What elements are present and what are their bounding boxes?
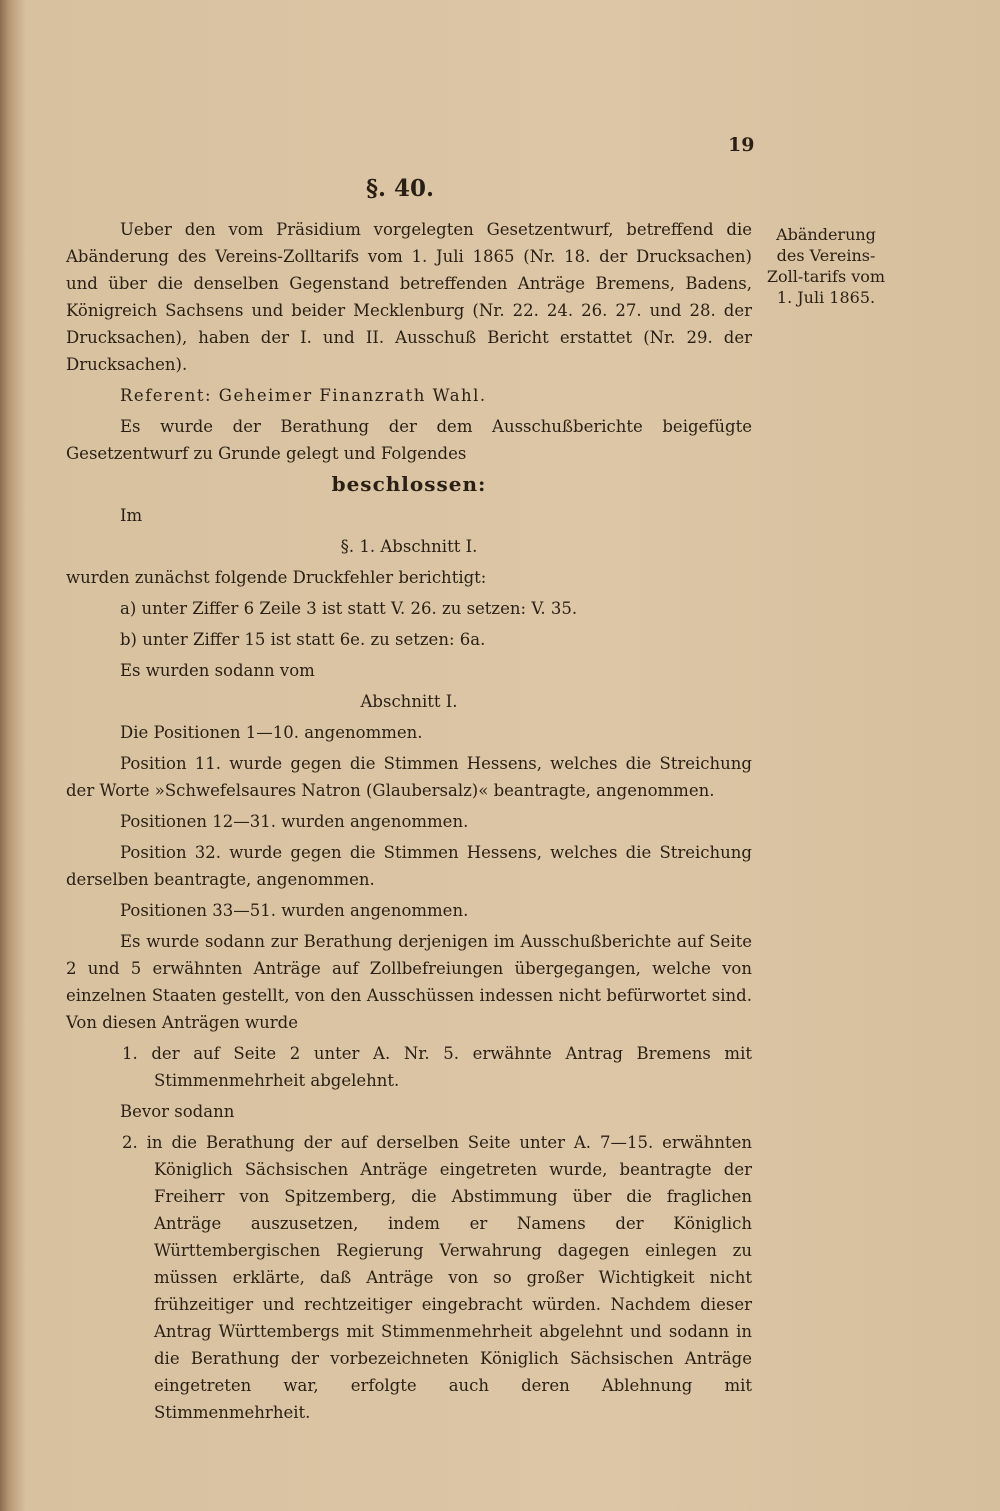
paragraph: Es wurden sodann vom [120, 661, 315, 680]
list-item: a) unter Ziffer 6 Zeile 3 ist statt V. 26. zu setzen: V. 35. [120, 599, 578, 618]
paragraph: wurden zunächst folgende Druckfehler berichtigt: [66, 568, 487, 587]
subheading: Abschnitt I. [360, 692, 458, 711]
paragraph: Positionen 12—31. wurden angenommen. [120, 812, 469, 831]
referent-line: Referent: Geheimer Finanzrath Wahl. [120, 386, 487, 405]
page-number: 19 [728, 134, 755, 156]
body-text [66, 216, 752, 1430]
subheading: §. 1. Abschnitt I. [340, 537, 478, 556]
paragraph: Ueber den vom Präsidium vorgelegten Gesetzentwurf, betreffend die Abänderung des Vereins-Zolltarifs vom 1. Juli 1865 (Nr. 18. der Drucksachen) und über die denselben Gegenstand betreffenden Anträge Bremens, Badens, Königreich Sachsens und beider Mecklenburg (Nr. 22. 24. 26. 27. und 28. der Drucksachen), haben der I. und II. Ausschuß Bericht erstattet (Nr. 29. der Drucksachen). [66, 220, 752, 374]
paragraph: Position 32. wurde gegen die Stimmen Hessens, welches die Streichung derselben beantragte, angenommen. [66, 843, 752, 889]
paragraph: Position 11. wurde gegen die Stimmen Hessens, welches die Streichung der Worte »Schwefelsaures Natron (Glaubersalz)« beantragte, angenommen. [66, 754, 752, 800]
margin-note: Abänderung des Vereins-Zoll-tarifs vom 1. Juli 1865. [766, 225, 886, 307]
paragraph: Die Positionen 1—10. angenommen. [120, 723, 423, 742]
list-item: 1. der auf Seite 2 unter A. Nr. 5. erwähnte Antrag Bremens mit Stimmenmehrheit abgelehnt. [122, 1044, 752, 1090]
paragraph: Es wurde der Berathung der dem Ausschußberichte beigefügte Gesetzentwurf zu Grunde gelegt und Folgendes [66, 417, 752, 463]
list-item: b) unter Ziffer 15 ist statt 6e. zu setzen: 6a. [120, 630, 486, 649]
list-item: 2. in die Berathung der auf derselben Seite unter A. 7—15. erwähnten Königlich Sächsischen Anträge eingetreten wurde, beantragte der Freiherr von Spitzemberg, die Abstimmung über die fraglichen Anträge auszusetzen, indem er Namens der Königlich Württembergischen Regierung Verwahrung dagegen einlegen zu müssen erklärte, daß Anträge von so großer Wichtigkeit nicht frühzeitiger und rechtzeitiger eingebracht würden. Nachdem dieser Antrag Württembergs mit Stimmenmehrheit abgelehnt und sodann in die Berathung der vorbezeichneten Königlich Sächsischen Anträge eingetreten war, erfolgte auch deren Ablehnung mit Stimmenmehrheit. [122, 1133, 752, 1422]
resolution-heading: beschlossen: [331, 472, 487, 496]
section-heading: §. 40. [366, 175, 435, 202]
paragraph: Es wurde sodann zur Berathung derjenigen im Ausschußberichte auf Seite 2 und 5 erwähnten Anträge auf Zollbefreiungen übergegangen, welche von einzelnen Staaten gestellt, von den Ausschüssen indessen nicht befürwortet sind. Von diesen Anträgen wurde [66, 932, 752, 1032]
paragraph: Im [120, 506, 143, 525]
paragraph: Bevor sodann [120, 1102, 235, 1121]
paragraph: Positionen 33—51. wurden angenommen. [120, 901, 469, 920]
